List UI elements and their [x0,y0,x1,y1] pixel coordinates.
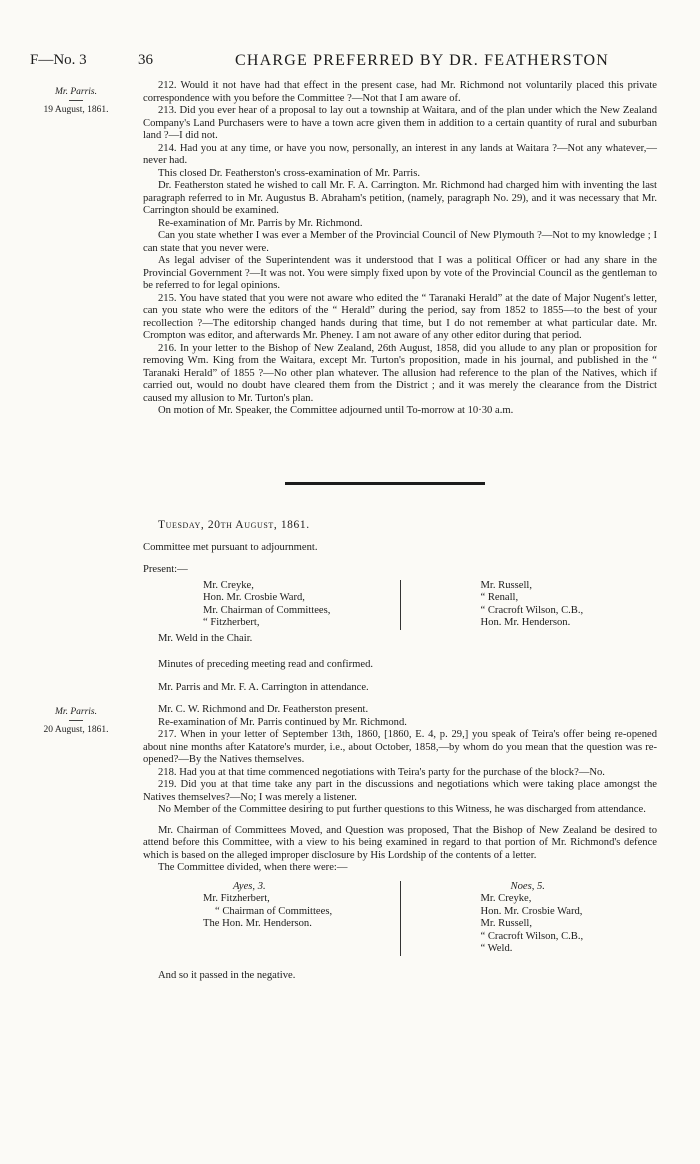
present-member: “ Cracroft Wilson, C.B., [480,604,584,616]
present-label: Present:— [143,564,188,575]
no-member: Mr. Creyke, [480,893,532,905]
margin-witness: Mr. Parris. [55,707,97,717]
margin-dash [69,720,83,721]
present-member: “ Renall, [480,592,519,604]
page-title: CHARGE PREFERRED BY DR. FEATHERSTON [235,52,610,69]
margin-note-1 [22,86,130,116]
division-results [143,881,657,956]
paragraph-218: 218. Had you at that time commenced negotiations with Teira's party for the purchase of the block?—No. [158,766,605,778]
ayes-column [143,881,400,956]
paragraph-215: 215. You have stated that you were not aware who edited the “ Taranaki Herald” at the date of Major Nugent's letter, can you state who were the editors of the “ Herald” during the period, say from 1852 to 1855—to the best of your recollection ?—The editorship changed hands during that time, but I do not remember at what particular date. Mr. Crompton was editor, and afterwards Mr. Pheney. I am not aware of any other editor during that period. [143,292,657,341]
margin-witness: Mr. Parris. [55,87,97,97]
noes-label: Noes, 5. [510,880,545,892]
paragraph-provincial-council: Can you state whether I was ever a Member of the Provincial Council of New Plymouth ?—Not to my knowledge ; I can state that you never were. [143,230,657,254]
committee-met: Committee met pursuant to adjournment. [143,541,318,553]
present-member: “ Fitzherbert, [203,617,260,629]
paragraph-featherston-statement: Dr. Featherston stated he wished to call Mr. F. A. Carrington. Mr. Richmond had charged him with inventing the last paragraph referred to in Mr. Augustus B. Abraham's petition, (namely, paragraph No. 29), and it was necessary that Mr. Carrington should be examined. [143,180,657,216]
present-member: Hon. Mr. Crosbie Ward, [203,592,305,604]
present-member: Mr. Chairman of Committees, [203,604,331,616]
committee-divided: The Committee divided, when there were:— [158,862,348,874]
present-member: Mr. Russell, [480,579,533,591]
paragraph-legal-adviser: As legal adviser of the Superintendent was it understood that I was a political Officer or had any share in the Provincial Government ?—It was not. You were simply fixed upon by vote of the Provincial Council as the gentleman to be referred to for legal opinions. [143,255,657,291]
attendance-line: Mr. Parris and Mr. F. A. Carrington in attendance. [158,681,369,693]
witness-discharged: No Member of the Committee desiring to put further questions to this Witness, he was discharged from attendance. [158,804,646,816]
margin-note-2 [22,706,130,736]
aye-member: Mr. Fitzherbert, [203,893,270,905]
division-result: And so it passed in the negative. [158,969,296,981]
no-member: “ Cracroft Wilson, C.B., [480,930,584,942]
section-2-body [143,519,657,982]
present-member: Hon. Mr. Henderson. [480,617,571,629]
no-member: “ Weld. [480,943,513,955]
no-member: Hon. Mr. Crosbie Ward, [480,905,583,917]
minutes-confirmed: Minutes of preceding meeting read and confirmed. [158,659,374,671]
paragraph-adjournment: On motion of Mr. Speaker, the Committee adjourned until To-morrow at 10·30 a.m. [158,405,514,416]
paragraph-213: 213. Did you ever hear of a proposal to lay out a township at Waitara, and of the plan under which the New Zealand Company's Land Purchasers were to have a town acre given them in addition to a certain quantity of rural and suburban land ?—I did not. [143,105,657,141]
aye-member: “ Chairman of Committees, [215,905,333,917]
motion-paragraph: Mr. Chairman of Committees Moved, and Question was proposed, That the Bishop of New Zealand be desired to attend before this Committee, with a view to his being examined in regard to that portion of Mr. Richmond's defence which is based on the alleged improper disclosure by His Lordship of the contents of a letter. [143,824,657,861]
document-reference: F—No. 3 [30,52,87,68]
margin-date: 19 August, 1861. [43,105,109,115]
no-member: Mr. Russell, [480,918,533,930]
paragraph-reexam-heading: Re-examination of Mr. Parris by Mr. Richmond. [158,217,363,229]
page-number: 36 [138,52,153,68]
ayes-label: Ayes, 3. [233,880,266,892]
present-right-list [401,580,658,630]
chair-line: Mr. Weld in the Chair. [158,632,253,644]
present-members [143,580,657,630]
present-left-list [143,580,400,630]
paragraph-212: 212. Would it not have had that effect in the present case, had Mr. Richmond not voluntarily placed this private correspondence with you before the Committee ?—Not that I am aware of. [143,80,657,104]
paragraph-cross-exam-closed: This closed Dr. Featherston's cross-examination of Mr. Parris. [158,167,420,179]
paragraph-214: 214. Had you at any time, or have you now, personally, an interest in any lands at Waitara ?—Not any whatever,—never had. [143,142,657,166]
page-header [30,52,670,76]
meeting-date-heading: Tuesday, 20th August, 1861. [158,519,310,531]
paragraph-217: 217. When in your letter of September 13th, 1860, [1860, E. 4, p. 29,] you speak of Teira's offer being re-opened about nine months after Katatore's murder, i.e., about October, 1858,—by whom do you mean that the question was re-opened?—By the Natives themselves. [143,729,657,766]
margin-dash [69,100,83,101]
reexam-continued: Re-examination of Mr. Parris continued by Mr. Richmond. [158,716,407,728]
margin-date: 20 August, 1861. [43,725,109,735]
section-1-body [143,80,657,418]
present-member: Mr. Creyke, [203,579,254,591]
paragraph-219: 219. Did you at that time take any part in the discussions and negotiations which were taking place amongst the Natives themselves?—No; I was merely a listener. [143,779,657,803]
aye-member: The Hon. Mr. Henderson. [203,918,312,930]
paragraph-216: 216. In your letter to the Bishop of New Zealand, 26th August, 1858, did you allude to any plan or proposition for removing Wm. King from the Waitara, except Mr. Turton's proposition, made in his journal, and published in the “ Taranaki Herald” of 1855 ?—No other plan whatever. The allusion had reference to the plan of the Natives, which if carried out, would no doubt have cleared them from the District ; and it was merely the clearance from the District caused my allusion to Mr. Turton's plan. [143,342,657,404]
present-line: Mr. C. W. Richmond and Dr. Featherston present. [158,704,369,716]
section-divider [285,482,485,485]
noes-column [401,881,658,956]
